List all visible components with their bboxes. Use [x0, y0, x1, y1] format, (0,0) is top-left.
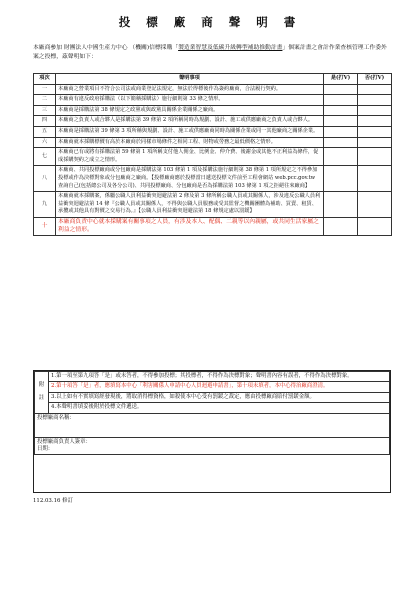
- no-checkbox-cell[interactable]: [358, 137, 392, 148]
- declaration-header-row: [34, 74, 392, 85]
- note-item: 3.以上如有不實填寫經發現後，將取消得標資格，如殺使本中心受有罰鍰之裁定，應由投標廠商賠付罰鍰金額。: [49, 392, 390, 402]
- row-number: 五: [34, 126, 56, 137]
- notes-side-label-2: 註: [38, 395, 45, 402]
- yes-checkbox-cell[interactable]: [324, 166, 358, 192]
- declaration-row: [34, 95, 392, 106]
- row-number: 八: [34, 166, 56, 192]
- row-number: 三: [34, 105, 56, 116]
- intro-statement: [33, 44, 391, 62]
- page-title: 投 標 廠 商 聲 明 書: [118, 15, 302, 29]
- row-text: 本廠商就本採購案，係屬公職人員利益衝突迴避法第 2 條及第 3 條所稱公職人員或其關係人，涉及違反公職人員利益衝突迴避法第 14 條『公職人員或其關係人，不得與公職人員服務或受其監督之機關團體為補助、買賣、租賃、承攬或其他具有對價之交易行為。』【公職人員利益衝突迴避法第 18 條規定處以罰鍰】: [56, 192, 324, 218]
- no-checkbox-cell[interactable]: [358, 192, 392, 218]
- case-name: 製造業智慧及低碳升級轉型補助推動計畫: [178, 45, 283, 51]
- row-number: 二: [34, 95, 56, 106]
- yes-checkbox-cell[interactable]: [324, 126, 358, 137]
- yes-checkbox-cell[interactable]: [324, 217, 358, 235]
- declaration-row: [34, 116, 392, 127]
- no-checkbox-cell[interactable]: [358, 116, 392, 127]
- row-number: 六: [34, 137, 56, 148]
- row-text: 本廠商是採購法第 38 條規定之政黨或與政黨具關係企業關係之廠商。: [56, 105, 324, 116]
- yes-checkbox-cell[interactable]: [324, 84, 358, 95]
- notes-side-label-1: 附: [38, 381, 45, 388]
- row-text: 本廠商之負責人或合夥人是採購法第 39 條第 2 項所稱同時為規劃、設計、施工或供應廠商之負責人或合夥人。: [56, 116, 324, 127]
- declaration-row: [34, 105, 392, 116]
- yes-checkbox-cell[interactable]: [324, 95, 358, 106]
- notes-table: [34, 371, 390, 455]
- representative-signature-field[interactable]: [35, 437, 390, 455]
- declaration-row: [34, 166, 392, 192]
- revision-footer: 112.03.16 修訂: [33, 498, 73, 504]
- row-text: 本廠商已有或將有採購法第 59 條第 1 項所稱支付他人佣金、比例金、仲介費、後謝金或其他不正利益為條件，促成採購契約之成立之情形。: [56, 148, 324, 166]
- row-number: 四: [34, 116, 56, 127]
- yes-checkbox-cell[interactable]: [324, 148, 358, 166]
- no-checkbox-cell[interactable]: [358, 84, 392, 95]
- header-yes: 是(打V): [324, 74, 358, 85]
- row-text: 本廠商、共同投標廠商或分包廠商是採購法第 103 條第 1 項及採購法施行細則第 38 條第 1 項所規定之不得參加投標或作為決標對象或分包廠商之廠商。【投標廠商應於投標當日遞送投標文件前至工程會網站 web.pcc.gov.tw 查詢自己(包括總公司及各分公司)、共同投標廠商、分包廠商是否為採購法第 103 條第 1 項之拒絕往來廠商】: [56, 166, 324, 192]
- no-checkbox-cell[interactable]: [358, 148, 392, 166]
- row-number: 十: [34, 217, 56, 235]
- yes-checkbox-cell[interactable]: [324, 105, 358, 116]
- row-text: 本廠商之營業項目不符合公司法或商業登記法規定，無法於得標後作為簽約廠商，合法履行契約。: [56, 84, 324, 95]
- row-number: 一: [34, 84, 56, 95]
- no-checkbox-cell[interactable]: [358, 95, 392, 106]
- header-declaration: 聲明事項: [56, 74, 324, 85]
- declaration-row: [34, 84, 392, 95]
- declaration-row: [34, 192, 392, 218]
- row-text: 本廠商就本採購標價有高於本廠商於同樣市場條件之相同工程、財物或勞務之最低價格之情形。: [56, 137, 324, 148]
- yes-checkbox-cell[interactable]: [324, 116, 358, 127]
- declaration-row-ten: [34, 217, 392, 235]
- note-item: 4.本聲明書填妥後附於投標文件遞送。: [49, 403, 390, 413]
- row-text: 本廠商有違反政府採購法（以下簡稱採購法）施行細則第 33 條之情形。: [56, 95, 324, 106]
- no-checkbox-cell[interactable]: [358, 105, 392, 116]
- header-no: 否(打V): [358, 74, 392, 85]
- no-checkbox-cell[interactable]: [358, 166, 392, 192]
- yes-checkbox-cell[interactable]: [324, 192, 358, 218]
- declaration-row: [34, 137, 392, 148]
- declaration-row: [34, 126, 392, 137]
- note-item: 1.第一項至第九項答「是」或未答者，不得參加投標；其投標者，不得作為決標對象；聲明書內容有誤者，不得作為決標對象。: [49, 372, 390, 382]
- header-item-no: 項次: [34, 74, 56, 85]
- intro-part1: 本廠商參加 財團法人中國生產力中心 （機關)信標採購「: [33, 45, 179, 51]
- company-name-field[interactable]: [35, 413, 390, 437]
- intro-part2: 」個案計畫之會計作業查核管理工作委外案之投標，茲聲明如下：: [33, 45, 387, 60]
- date-label: 日期：: [37, 446, 54, 453]
- declaration-table: [33, 73, 392, 236]
- declaration-row: [34, 148, 392, 166]
- notes-side-label: [35, 372, 49, 414]
- notes-panel: [33, 370, 391, 493]
- row-number: 九: [34, 192, 56, 218]
- representative-label: 投標廠商負責人簽章：: [37, 438, 91, 445]
- row-text-highlighted: 本廠商負責中心就本採購案有關事項之人員，有涉及本人、配偶、二親等以內親屬，或共同生活家屬之利益之情形。: [56, 217, 324, 235]
- no-checkbox-cell[interactable]: [358, 126, 392, 137]
- no-checkbox-cell[interactable]: [358, 217, 392, 235]
- company-name-label: 投標廠商名稱：: [37, 414, 75, 421]
- row-number: 七: [34, 148, 56, 166]
- row-text: 本廠商是採購法第 39 條第 3 項所稱與規劃、設計、施工或供應廠商同時為關係企業或同一其他廠商之關係企業。: [56, 126, 324, 137]
- note-item-highlighted: 2.第十項答「是」者，應填寫本中心「利害關係人申請中心人員迴避申請書」，第十項未填者，本中心得治廠商澄清。: [49, 382, 390, 392]
- yes-checkbox-cell[interactable]: [324, 137, 358, 148]
